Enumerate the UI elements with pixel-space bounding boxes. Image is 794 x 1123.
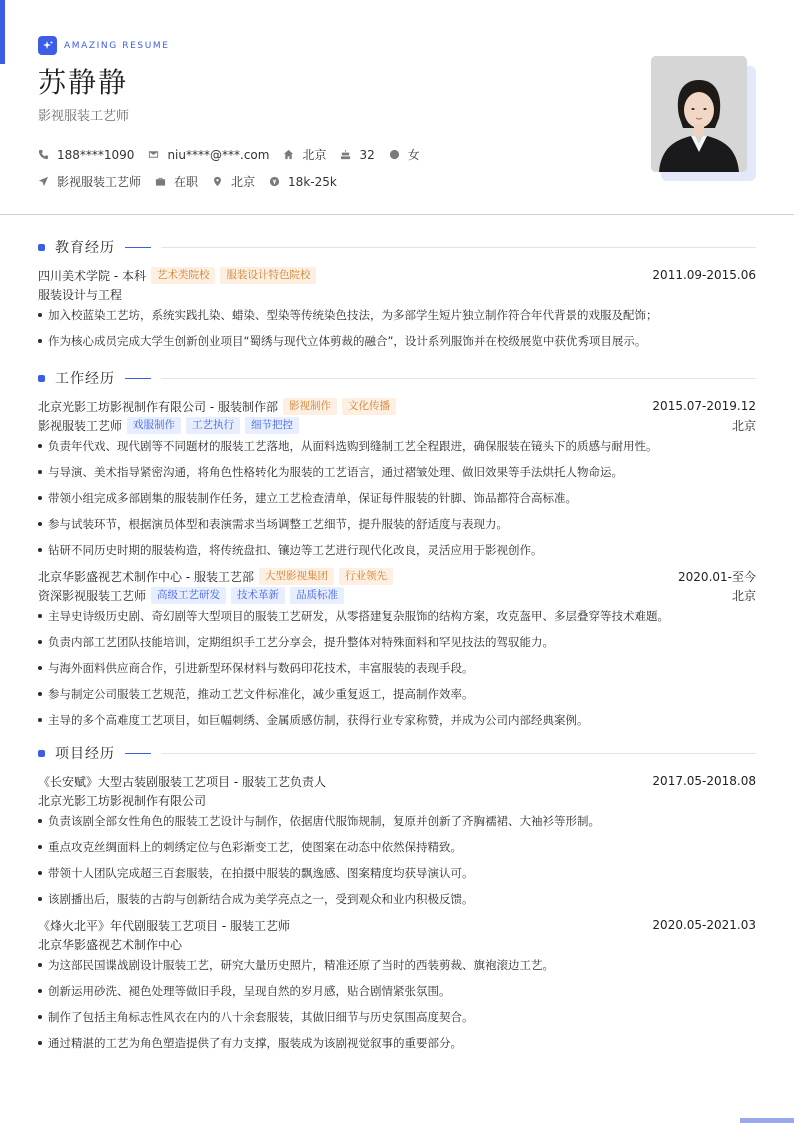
city-item	[283, 146, 326, 163]
bullet-list	[38, 811, 756, 915]
bullet-list	[38, 436, 756, 566]
list-item: 负责内部工艺团队技能培训，定期组织手工艺分享会，提升整体对特殊面料和罕见技法的驾驭能力。	[38, 632, 756, 658]
list-item: 加入校蓝染工艺坊，系统实践扎染、蜡染、型染等传统染色技法，为多部学生短片独立制作符合年代背景的戏服及配饰；	[38, 305, 756, 331]
section-bullet-icon	[38, 244, 45, 251]
tag: 大型影视集团	[259, 568, 334, 585]
list-item: 重点攻克丝绸面料上的刺绣定位与色彩渐变工艺，使图案在动态中依然保持精致。	[38, 837, 756, 863]
salary-text: 18k-25k	[288, 174, 337, 189]
date-range: 2011.09-2015.06	[652, 268, 756, 282]
intention-row	[38, 173, 351, 190]
status-text: 在职	[174, 175, 199, 189]
list-item: 为这部民国谍战剧设计服装工艺，研究大量历史照片，精准还原了当时的西装剪裁、旗袍滚边工艺。	[38, 955, 756, 981]
list-item: 主导史诗级历史剧、奇幻剧等大型项目的服装工艺研发，从零搭建复杂服饰的结构方案，攻克盔甲、多层叠穿等技术难题。	[38, 606, 756, 632]
list-item: 该剧播出后，服装的古韵与创新结合成为美学亮点之一，受到观众和业内积极反馈。	[38, 889, 756, 915]
list-item: 作为核心成员完成大学生创新创业项目“蜀绣与现代立体剪裁的融合”，设计系列服饰并在校级展览中获优秀项目展示。	[38, 331, 756, 357]
header-divider	[0, 214, 794, 215]
target-city-item	[212, 173, 255, 190]
list-item: 主导的多个高难度工艺项目，如巨幅刺绣、金属质感仿制，获得行业专家称赞，并成为公司内部经典案例。	[38, 710, 756, 736]
tag: 服装设计特色院校	[220, 267, 316, 284]
company-name: 北京光影工坊影视制作有限公司 - 服装制作部	[38, 399, 278, 414]
list-item: 负责该剧全部女性角色的服装工艺设计与制作，依据唐代服饰规制，复原并创新了齐胸襦裙、大袖衫等形制。	[38, 811, 756, 837]
tag: 品质标准	[290, 587, 344, 604]
school-name: 四川美术学院 - 本科	[38, 268, 146, 283]
projects-section	[38, 743, 756, 1059]
send-icon	[38, 176, 49, 187]
section-title: 教育经历	[55, 240, 115, 256]
list-item: 负责年代戏、现代剧等不同题材的服装工艺落地，从面料选购到缝制工艺全程跟进，确保服装在镜头下的质感与耐用性。	[38, 436, 756, 462]
project-name: 《长安赋》大型古装剧服装工艺项目 - 服装工艺负责人	[38, 774, 326, 789]
email-item	[148, 148, 269, 162]
work-section	[38, 368, 756, 736]
briefcase-icon	[155, 176, 166, 187]
education-entry	[38, 265, 756, 357]
target-city-text: 北京	[231, 175, 256, 189]
cake-icon	[340, 149, 351, 160]
tag: 细节把控	[245, 417, 299, 434]
section-title: 项目经历	[55, 746, 115, 762]
list-item: 钻研不同历史时期的服装构造，将传统盘扣、镶边等工艺进行现代化改良，灵活应用于影视创作。	[38, 540, 756, 566]
bullet-list	[38, 955, 756, 1059]
accent-bar	[0, 0, 5, 64]
bullet-list	[38, 305, 756, 357]
project-org: 北京光影工坊影视制作有限公司	[38, 793, 207, 808]
project-entry	[38, 915, 756, 1059]
city-text: 北京	[302, 148, 327, 162]
tag: 行业领先	[339, 568, 393, 585]
money-icon	[269, 176, 280, 187]
tag: 戏服制作	[127, 417, 181, 434]
age-text: 32	[359, 147, 375, 162]
status-item	[155, 173, 198, 190]
tag: 工艺执行	[186, 417, 240, 434]
list-item: 带领小组完成多部剧集的服装制作任务，建立工艺检查清单，保证每件服装的针脚、饰品都符合高标准。	[38, 488, 756, 514]
list-item: 与导演、美术指导紧密沟通，将角色性格转化为服装的工艺语言，通过褶皱处理、做旧效果等手法烘托人物命运。	[38, 462, 756, 488]
project-name: 《烽火北平》年代剧服装工艺项目 - 服装工艺师	[38, 918, 290, 933]
section-header	[38, 237, 756, 257]
section-header	[38, 743, 756, 763]
section-bullet-icon	[38, 750, 45, 757]
list-item: 创新运用砂洗、褪色处理等做旧手段，呈现自然的岁月感，贴合剧情紧张氛围。	[38, 981, 756, 1007]
project-entry	[38, 771, 756, 915]
profile-photo	[651, 56, 756, 181]
tag: 文化传播	[342, 398, 396, 415]
phone-item	[38, 148, 134, 162]
location-pin-icon	[212, 176, 223, 187]
email-text: niu****@***.com	[167, 147, 270, 162]
brand-text: AMAZING RESUME	[64, 40, 170, 51]
avatar	[651, 56, 747, 172]
salary-item	[269, 175, 337, 189]
phone-text: 188****1090	[57, 147, 135, 162]
tag: 影视制作	[283, 398, 337, 415]
project-org: 北京华影盛视艺术制作中心	[38, 937, 183, 952]
list-item: 参与制定公司服装工艺规范，推动工艺文件标准化，减少重复返工，提高制作效率。	[38, 684, 756, 710]
section-bullet-icon	[38, 375, 45, 382]
gender-text: 女	[407, 148, 420, 162]
role-name: 影视服装工艺师	[38, 418, 123, 433]
list-item: 参与试装环节，根据演员体型和表演需求当场调整工艺细节，提升服装的舒适度与表现力。	[38, 514, 756, 540]
work-entry	[38, 566, 756, 736]
phone-icon	[38, 149, 49, 160]
gender-item	[389, 146, 420, 163]
location: 北京	[731, 418, 756, 433]
footer-bar	[740, 1118, 794, 1123]
brand	[38, 36, 756, 55]
tag: 高级工艺研发	[151, 587, 226, 604]
role-name: 资深影视服装工艺师	[38, 588, 147, 603]
mail-icon	[148, 149, 159, 160]
list-item: 制作了包括主角标志性风衣在内的八十余套服装，其做旧细节与历史氛围高度契合。	[38, 1007, 756, 1033]
list-item: 带领十人团队完成超三百套服装，在拍摄中服装的飘逸感、图案精度均获导演认可。	[38, 863, 756, 889]
work-entry	[38, 396, 756, 566]
list-item: 与海外面料供应商合作，引进新型环保材料与数码印花技术，丰富服装的表现手段。	[38, 658, 756, 684]
date-range: 2017.05-2018.08	[652, 774, 756, 788]
date-range: 2020.05-2021.03	[652, 918, 756, 932]
contact-row	[38, 146, 434, 163]
target-role-item	[38, 173, 141, 190]
candidate-title: 影视服装工艺师	[38, 109, 130, 124]
sparkle-icon	[38, 36, 57, 55]
location: 北京	[731, 588, 756, 603]
tag: 艺术类院校	[151, 267, 216, 284]
list-item: 通过精湛的工艺为角色塑造提供了有力支撑，服装成为该剧视觉叙事的重要部分。	[38, 1033, 756, 1059]
bullet-list	[38, 606, 756, 736]
age-item	[340, 148, 374, 162]
candidate-name: 苏静静	[38, 66, 129, 99]
major: 服装设计与工程	[38, 287, 123, 302]
date-range: 2020.01-至今	[678, 569, 756, 584]
tag: 技术革新	[231, 587, 285, 604]
company-name: 北京华影盛视艺术制作中心 - 服装工艺部	[38, 569, 254, 584]
resume-header	[38, 36, 756, 196]
home-icon	[283, 149, 294, 160]
date-range: 2015.07-2019.12	[652, 399, 756, 413]
education-section	[38, 237, 756, 357]
gender-icon	[389, 149, 400, 160]
section-title: 工作经历	[55, 371, 115, 387]
section-header	[38, 368, 756, 388]
target-role-text: 影视服装工艺师	[57, 175, 142, 189]
